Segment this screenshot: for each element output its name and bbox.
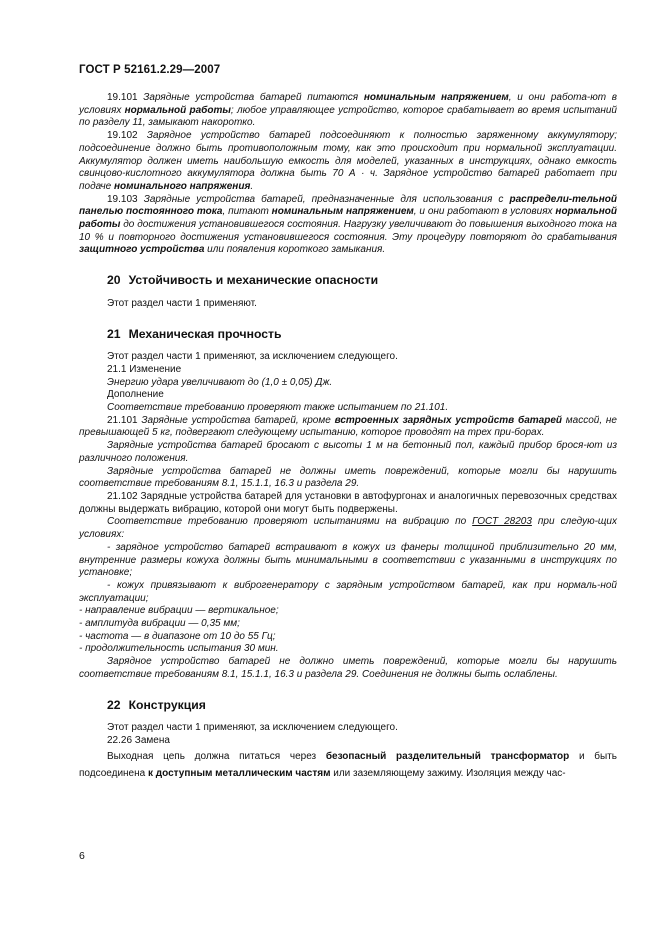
clause-19-103: 19.103 Зарядные устройства батарей, предназначенные для использования с распредели-тельной панелью постоянного тока, питают номинальным напряжением, и они работают в условиях нормальной работы до достижения установившегося состояния. Нагрузку увеличивают до повышения выходного тока на 10 % и повторного достижения установившегося состояния. Эту процедуру повторяют до срабатывания защитного устройства или появления короткого замыкания. — [79, 193, 618, 256]
document-header: ГОСТ Р 52161.2.29—2007 — [79, 64, 221, 76]
list-item: - амплитуда вибрации — 0,35 мм; — [79, 618, 240, 630]
clause-21-101: 21.101 Зарядные устройства батарей, кроме встроенных зарядных устройств батарей массой, не превышающей 5 кг, подвергают следующему испытанию, которое проводят на трех при-борах. — [79, 414, 617, 439]
section-22-intro: Этот раздел части 1 применяют, за исключением следующего. — [107, 722, 398, 734]
list-item: - продолжительность испытания 30 мин. — [79, 643, 279, 655]
clause-21-102-test: Соответствие требованию проверяют испытаниями на вибрацию по ГОСТ 28203 при следую-щих условиях: — [79, 516, 617, 541]
list-item: - направление вибрации — вертикальное; — [79, 605, 279, 617]
section-heading-22: 22 Конструкция — [107, 697, 206, 712]
clause-22-26-label: 22.26 Замена — [107, 734, 170, 746]
clause-21-102: 21.102 Зарядные устройства батарей для установки в автофургонах и аналогичных перевозочных средствах должны выдержать вибрацию, которой они могут быть подвержены. — [79, 490, 617, 515]
page-number: 6 — [79, 850, 85, 862]
list-item: - зарядное устройство батарей встраивают в кожух из фанеры толщиной приблизительно 20 мм, внутренние размеры кожуха должны быть минимальными в соответствии с указанными в инструкциях по установке; — [79, 541, 617, 579]
section-heading-20: 20 Устойчивость и механические опасности — [107, 273, 379, 288]
clause-22-26-text: Выходная цепь должна питаться через безопасный разделительный трансформатор и быть подсоединена к доступным металлическим частям или заземляющему зажиму. Изоляция между час- — [79, 750, 617, 779]
addition-text: Соответствие требованию проверяют также испытанием по 21.101. — [107, 402, 449, 414]
gost-28203-link[interactable]: ГОСТ 28203 — [472, 516, 532, 528]
clause-21-1-text: Энергию удара увеличивают до (1,0 ± 0,05) Дж. — [107, 376, 333, 388]
clause-21-102-result: Зарядное устройство батарей не должно иметь повреждений, которые могли бы нарушить соответствие требованиям 8.1, 15.1.1, 16.3 и раздела 29. Соединения не должны быть ослаблены. — [79, 656, 617, 680]
clause-21-101-result: Зарядные устройства батарей не должны иметь повреждений, которые могли бы нарушить соответствие требованиям 8.1, 15.1.1, 16.3 и раздела 29. — [79, 465, 617, 490]
section-20-text: Этот раздел части 1 применяют. — [107, 297, 257, 309]
section-21-intro: Этот раздел части 1 применяют, за исключением следующего. — [107, 351, 398, 363]
clause-19-102: 19.102 Зарядное устройство батарей подсоединяют к полностью заряженному аккумулятору; подсоединение должно быть противоположным тому, как это происходит при нормальной эксплуатации. Аккумулятор должен иметь наибольшую емкость для моделей, указанных в инструкциях, однако емкость свинцово-кислотного аккумулятора должна быть 70 А · ч. Зарядное устройство батарей работает при подаче номинального напряжения. — [79, 130, 617, 192]
list-item: - частота — в диапазоне от 10 до 55 Гц; — [79, 630, 276, 642]
list-item: - кожух привязывают к виброгенератору с зарядным устройством батарей, как при нормаль-ной эксплуатации; — [79, 579, 617, 604]
document-body — [79, 92, 617, 782]
clause-21-101-drop: Зарядные устройства батарей бросают с высоты 1 м на бетонный пол, каждый прибор брося-ют из различного положения. — [79, 440, 617, 464]
section-heading-21: 21 Механическая прочность — [107, 326, 282, 341]
addition-label: Дополнение — [107, 389, 164, 401]
clause-21-1-label: 21.1 Изменение — [107, 363, 182, 375]
clause-19-101: 19.101 Зарядные устройства батарей питаются номинальным напряжением, и они работа-ют в условиях нормальной работы; любое управляющее устройство, которое срабатывает во время испытаний по разделу 11, замыкают накоротко. — [79, 92, 618, 129]
